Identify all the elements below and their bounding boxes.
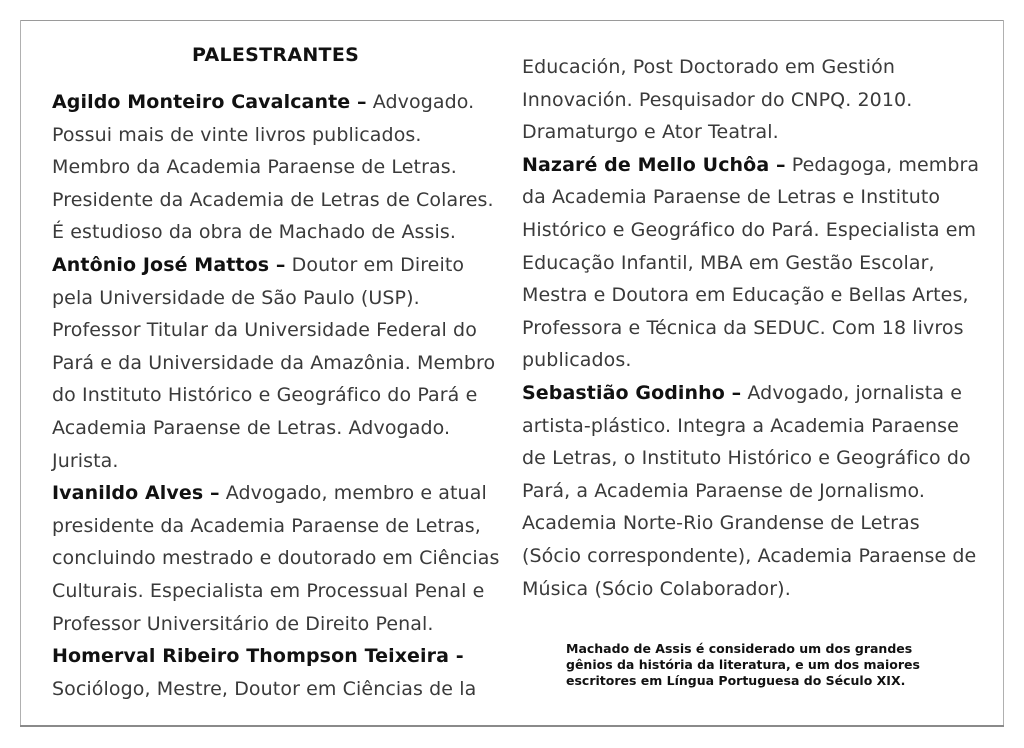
bio-entry: [52, 477, 502, 640]
bio-entry: [52, 640, 502, 705]
bio-entry: [522, 149, 984, 377]
bio-continuation: Educación, Post Doctorado em Gestión Innovación. Pesquisador do CNPQ. 2010. Dramaturgo e Ator Teatral.: [522, 56, 913, 144]
bio-entry: [52, 249, 502, 477]
bio-text: Advogado, jornalista e artista-plástico. Integra a Academia Paraense de Letras, o Instituto Histórico e Geográfico do Pará, a Academia Paraense de Jornalismo. Academia Norte-Rio Grandense de Letras (Sócio correspondente), Academia Paraense de Música (Sócio Colaborador).: [522, 381, 977, 600]
bio-text: Advogado. Possui mais de vinte livros publicados. Membro da Academia Paraense de Letras. Presidente da Academia de Letras de Colares. É estudioso da obra de Machado de Assis.: [52, 91, 494, 244]
bio-name: Agildo Monteiro Cavalcante –: [52, 91, 367, 113]
bio-name: Nazaré de Mello Uchôa –: [522, 153, 786, 176]
bio-text: Doutor em Direito pela Universidade de São Paulo (USP). Professor Titular da Universidade Federal do Pará e da Universidade da Amazônia. Membro do Instituto Histórico e Geográfico do Pará e Academia Paraense de Letras. Advogado. Jurista.: [52, 253, 496, 472]
section-heading: PALESTRANTES: [192, 44, 360, 66]
bio-name: Antônio José Mattos –: [52, 253, 286, 276]
bio-name: Ivanildo Alves –: [52, 482, 220, 505]
bio-text: Advogado, membro e atual presidente da Academia Paraense de Letras, concluindo mestrado e doutorado em Ciências Culturais. Especialista em Processual Penal e Professor Universitário de Direito Penal.: [52, 482, 500, 635]
bio-text: Sociólogo, Mestre, Doutor em Ciências de la: [52, 677, 477, 700]
frame-border-top: [20, 20, 1004, 21]
frame-border-bottom: [20, 725, 1004, 727]
bio-name: Sebastião Godinho –: [522, 381, 742, 404]
frame-border-left: [20, 20, 21, 726]
bio-entry: [52, 86, 502, 249]
bio-entry: [522, 377, 984, 605]
footnote: Machado de Assis é considerado um dos grandes gênios da história da literatura, e um dos maiores escritores em Língua Portuguesa do Século XIX.: [566, 641, 920, 688]
right-column: [522, 51, 984, 605]
frame-border-right: [1003, 20, 1004, 726]
left-column: [52, 86, 502, 705]
bio-name: Homerval Ribeiro Thompson Teixeira -: [52, 645, 464, 668]
bio-text: Pedagoga, membra da Academia Paraense de Letras e Instituto Histórico e Geográfico do Pará. Especialista em Educação Infantil, MBA em Gestão Escolar, Mestra e Doutora em Educação e Bellas Artes, Professora e Técnica da SEDUC. Com 18 livros publicados.: [522, 153, 980, 372]
